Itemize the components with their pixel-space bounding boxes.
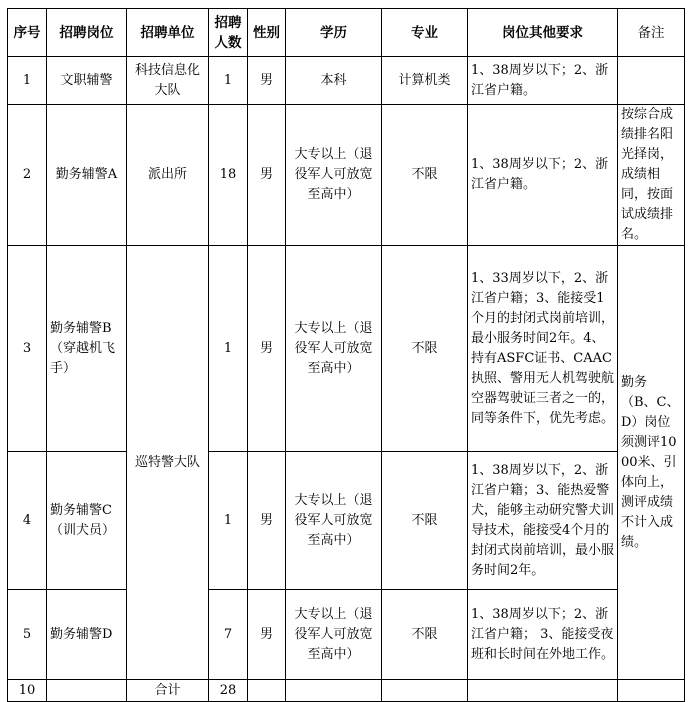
- cell-position: 勤务辅警A: [47, 105, 127, 246]
- cell-requirements: 1、38周岁以下，2、浙江省户籍；3、能热爱警犬，能够主动研究警犬训导技术，能接受4个月的封闭式岗前培训，最小服务时间2年。: [468, 452, 618, 590]
- header-gender: 性别: [248, 9, 286, 57]
- cell-total-count: 28: [209, 680, 248, 702]
- cell-major: 不限: [382, 452, 468, 590]
- header-position: 招聘岗位: [47, 9, 127, 57]
- header-major: 专业: [382, 9, 468, 57]
- cell-index: 4: [8, 452, 47, 590]
- cell-index: 3: [8, 246, 47, 452]
- header-note: 备注: [618, 9, 685, 57]
- cell-empty: [382, 680, 468, 702]
- table-row: [8, 105, 685, 246]
- cell-total-label: 合计: [127, 680, 209, 702]
- cell-gender: 男: [248, 105, 286, 246]
- cell-unit: 科技信息化大队: [127, 57, 209, 105]
- table-row: [8, 452, 685, 590]
- cell-note-bcd: 勤务（B、C、D）岗位须测评1000米、引体向上，测评成绩不计入成绩。: [618, 246, 685, 680]
- cell-education: 大专以上（退役军人可放宽至高中）: [286, 590, 382, 680]
- cell-gender: 男: [248, 246, 286, 452]
- cell-note: 按综合成绩排名阳光择岗，成绩相同，按面试成绩排名。: [618, 105, 685, 246]
- table-row: [8, 57, 685, 105]
- cell-major: 不限: [382, 105, 468, 246]
- header-education: 学历: [286, 9, 382, 57]
- cell-education: 大专以上（退役军人可放宽至高中）: [286, 105, 382, 246]
- cell-major: 不限: [382, 590, 468, 680]
- total-row: [8, 680, 685, 702]
- cell-count: 1: [209, 57, 248, 105]
- cell-empty: [618, 680, 685, 702]
- cell-gender: 男: [248, 57, 286, 105]
- cell-education: 大专以上（退役军人可放宽至高中）: [286, 452, 382, 590]
- cell-requirements: 1、38周岁以下；2、浙江省户籍； 3、能接受夜班和长时间在外地工作。: [468, 590, 618, 680]
- cell-major: 计算机类: [382, 57, 468, 105]
- header-count: 招聘人数: [209, 9, 248, 57]
- cell-requirements: 1、38周岁以下；2、浙江省户籍。: [468, 105, 618, 246]
- cell-index: 1: [8, 57, 47, 105]
- cell-index: 5: [8, 590, 47, 680]
- cell-total-index: 10: [8, 680, 47, 702]
- cell-index: 2: [8, 105, 47, 246]
- cell-position: 勤务辅警C（训犬员）: [47, 452, 127, 590]
- cell-requirements: 1、33周岁以下，2、浙江省户籍；3、能接受1个月的封闭式岗前培训，最小服务时间2年。4、持有ASFC证书、CAAC执照、警用无人机驾驶航空器驾驶证三者之一的，同等条件下，优先考虑。: [468, 246, 618, 452]
- cell-empty: [286, 680, 382, 702]
- cell-count: 1: [209, 452, 248, 590]
- cell-position: 勤务辅警D: [47, 590, 127, 680]
- header-row: [8, 9, 685, 57]
- header-unit: 招聘单位: [127, 9, 209, 57]
- cell-count: 1: [209, 246, 248, 452]
- cell-empty: [47, 680, 127, 702]
- header-requirements: 岗位其他要求: [468, 9, 618, 57]
- cell-empty: [248, 680, 286, 702]
- cell-position: 勤务辅警B（穿越机飞手）: [47, 246, 127, 452]
- cell-empty: [468, 680, 618, 702]
- cell-requirements: 1、38周岁以下；2、浙江省户籍。: [468, 57, 618, 105]
- cell-position: 文职辅警: [47, 57, 127, 105]
- table-row: [8, 590, 685, 680]
- cell-gender: 男: [248, 590, 286, 680]
- cell-major: 不限: [382, 246, 468, 452]
- cell-unit: 派出所: [127, 105, 209, 246]
- cell-note-empty: [618, 57, 685, 105]
- cell-education: 大专以上（退役军人可放宽至高中）: [286, 246, 382, 452]
- recruitment-table: [7, 8, 685, 702]
- cell-unit-patrol: 巡特警大队: [127, 246, 209, 680]
- cell-count: 7: [209, 590, 248, 680]
- cell-gender: 男: [248, 452, 286, 590]
- cell-count: 18: [209, 105, 248, 246]
- header-index: 序号: [8, 9, 47, 57]
- table-row: [8, 246, 685, 452]
- cell-education: 本科: [286, 57, 382, 105]
